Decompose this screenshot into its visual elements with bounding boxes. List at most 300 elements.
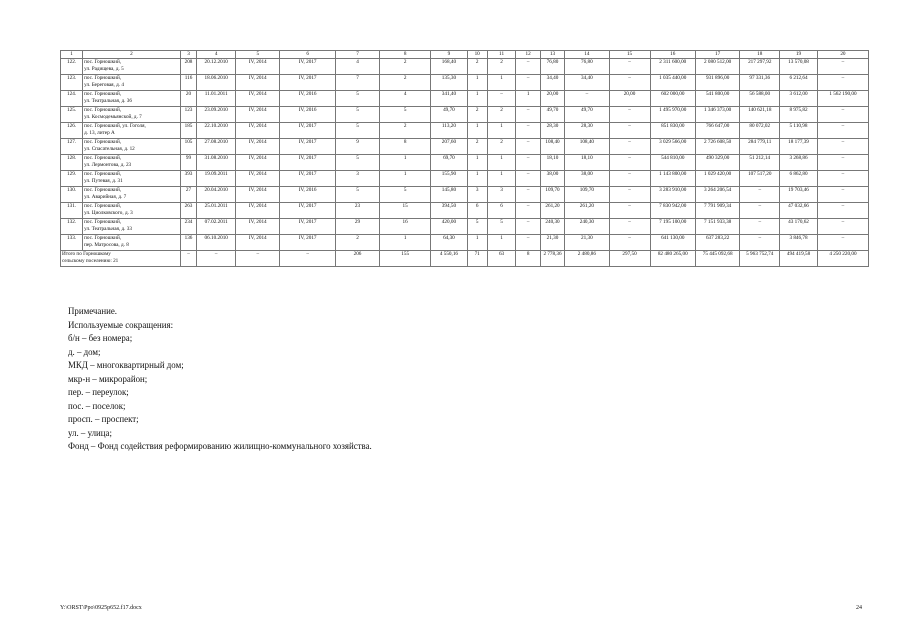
table-cell: 240,30 xyxy=(540,219,564,235)
table-cell: 1 346 373,00 xyxy=(695,107,739,123)
table-cell: 18.06.2010 xyxy=(197,75,236,91)
table-cell: 28,30 xyxy=(565,123,609,139)
table-cell: 28,30 xyxy=(540,123,564,139)
table-cell: 341,40 xyxy=(431,91,468,107)
table-cell: 1 xyxy=(467,91,487,107)
table-cell: 3 xyxy=(487,187,516,203)
table-cell: 168,40 xyxy=(431,59,468,75)
total-cell: 297,50 xyxy=(609,251,650,267)
table-cell: 2 726 608,50 xyxy=(695,139,739,155)
table-row xyxy=(61,91,869,107)
table-cell: IV, 2017 xyxy=(280,203,335,219)
total-cell: 71 xyxy=(467,251,487,267)
table-cell: 541 800,00 xyxy=(695,91,739,107)
abbreviation-line: МКД – многоквартирный дом; xyxy=(68,360,184,370)
table-cell: – xyxy=(740,203,780,219)
abbreviation-line: мкр-н – микрорайон; xyxy=(68,373,148,384)
table-cell: 5 xyxy=(335,91,379,107)
table-cell: 76,80 xyxy=(540,59,564,75)
column-number-header: 20 xyxy=(817,51,868,59)
abbreviation-line: пос. – поселок; xyxy=(68,400,126,411)
table-cell: 1 xyxy=(487,123,516,139)
table-cell: 128. xyxy=(61,155,83,171)
column-number-header: 6 xyxy=(280,51,335,59)
table-cell: IV, 2016 xyxy=(280,187,335,203)
table-row xyxy=(61,107,869,123)
table-cell: 1 xyxy=(487,171,516,187)
table-row xyxy=(61,155,869,171)
total-cell: 155 xyxy=(380,251,431,267)
table-cell: IV, 2017 xyxy=(280,171,335,187)
table-cell: 3 283 910,00 xyxy=(650,187,695,203)
table-cell: 18,10 xyxy=(540,155,564,171)
column-number-header: 15 xyxy=(609,51,650,59)
total-cell: – xyxy=(236,251,280,267)
table-cell: 2 311 600,00 xyxy=(650,59,695,75)
table-cell: 7 151 933,38 xyxy=(695,219,739,235)
table-row xyxy=(61,171,869,187)
table-cell: 19.09.2011 xyxy=(197,171,236,187)
column-number-header: 10 xyxy=(467,51,487,59)
table-cell: 5 xyxy=(380,107,431,123)
table-cell: 145,80 xyxy=(431,187,468,203)
table-cell: IV, 2014 xyxy=(236,139,280,155)
table-cell: 2 xyxy=(380,123,431,139)
table-cell: 155,90 xyxy=(431,171,468,187)
table-cell: – xyxy=(609,107,650,123)
table-cell: 129. xyxy=(61,171,83,187)
table-cell: – xyxy=(516,139,540,155)
table-cell: 2 xyxy=(467,107,487,123)
table-cell: 637 283,22 xyxy=(695,235,739,251)
total-cell: – xyxy=(180,251,197,267)
column-number-header: 1 xyxy=(61,51,83,59)
table-row xyxy=(61,235,869,251)
table-cell: 284 779,11 xyxy=(740,139,780,155)
table-cell: 11.01.2011 xyxy=(197,91,236,107)
table-cell: 1 143 800,00 xyxy=(650,171,695,187)
total-cell: – xyxy=(280,251,335,267)
table-cell: 1 035 440,00 xyxy=(650,75,695,91)
table-cell: 2 xyxy=(380,59,431,75)
table-cell: 208 xyxy=(180,59,197,75)
table-cell: IV, 2014 xyxy=(236,75,280,91)
table-cell: IV, 2017 xyxy=(280,235,335,251)
table-cell: – xyxy=(609,235,650,251)
table-cell: IV, 2014 xyxy=(236,107,280,123)
table-cell: 420,00 xyxy=(431,219,468,235)
table-cell: – xyxy=(516,235,540,251)
table-cell: – xyxy=(609,203,650,219)
table-cell: 7 830 942,00 xyxy=(650,203,695,219)
table-cell: 1 xyxy=(467,123,487,139)
table-cell: 5 xyxy=(335,107,379,123)
table-cell: – xyxy=(516,171,540,187)
table-cell: 1 xyxy=(487,75,516,91)
table-cell: 20 xyxy=(180,91,197,107)
table-cell: 97 331,36 xyxy=(740,75,780,91)
table-row xyxy=(61,123,869,139)
table-cell: – xyxy=(817,203,868,219)
table-cell: 109,70 xyxy=(565,187,609,203)
table-cell: – xyxy=(516,219,540,235)
table-cell: 3 xyxy=(335,171,379,187)
table-cell: 3 268,86 xyxy=(780,155,818,171)
table-cell: 5 xyxy=(335,123,379,139)
table-row xyxy=(61,187,869,203)
table-cell: 99 xyxy=(180,155,197,171)
table-cell: 490 329,00 xyxy=(695,155,739,171)
address-cell: пос. Горношкий, ул. Гоголя, д. 13, литер А xyxy=(83,123,181,139)
table-cell: 2 xyxy=(335,235,379,251)
resettlement-table xyxy=(60,50,869,267)
table-cell: IV, 2014 xyxy=(236,219,280,235)
table-cell: 131. xyxy=(61,203,83,219)
table-cell: – xyxy=(817,187,868,203)
table-cell: IV, 2017 xyxy=(280,123,335,139)
table-row xyxy=(61,219,869,235)
table-cell: 766 647,00 xyxy=(695,123,739,139)
total-cell: 4 250 220,00 xyxy=(817,251,868,267)
table-cell: IV, 2017 xyxy=(280,155,335,171)
address-cell: пос. Горношкий, ул. Театральная, д. 36 xyxy=(83,91,181,107)
table-row xyxy=(61,75,869,91)
table-cell: 185 xyxy=(180,123,197,139)
column-number-header: 8 xyxy=(380,51,431,59)
total-cell: 206 xyxy=(335,251,379,267)
table-cell: 641 130,00 xyxy=(650,235,695,251)
table-cell: – xyxy=(516,107,540,123)
table-cell: 4 xyxy=(335,59,379,75)
table-cell: 851 830,00 xyxy=(650,123,695,139)
table-cell: 393 xyxy=(180,171,197,187)
table-row xyxy=(61,139,869,155)
table-cell: – xyxy=(516,59,540,75)
table-cell: 2 080 512,00 xyxy=(695,59,739,75)
table-cell: 122. xyxy=(61,59,83,75)
address-cell: пос. Горношкий, ул. Радищева, д. 5 xyxy=(83,59,181,75)
total-cell: 5 963 752,74 xyxy=(740,251,780,267)
table-cell: 217 297,92 xyxy=(740,59,780,75)
table-cell: 20,00 xyxy=(609,91,650,107)
column-number-header: 2 xyxy=(83,51,181,59)
table-cell: 38,00 xyxy=(540,171,564,187)
table-cell: – xyxy=(609,155,650,171)
table-cell: 34,40 xyxy=(565,75,609,91)
table-cell: 6 212,64 xyxy=(780,75,818,91)
table-cell: 130. xyxy=(61,187,83,203)
table-cell: 2 xyxy=(487,59,516,75)
table-cell: 125. xyxy=(61,107,83,123)
table-cell: IV, 2014 xyxy=(236,91,280,107)
table-cell: 931 896,00 xyxy=(695,75,739,91)
table-cell: 136 xyxy=(180,235,197,251)
total-cell: 2 480,86 xyxy=(565,251,609,267)
table-cell: 21,30 xyxy=(540,235,564,251)
table-cell: 602 000,00 xyxy=(650,91,695,107)
total-cell: 2 778,36 xyxy=(540,251,564,267)
total-cell: 82 480 265,00 xyxy=(650,251,695,267)
table-row xyxy=(61,203,869,219)
table-cell: 5 xyxy=(487,219,516,235)
table-cell: 8 975,82 xyxy=(780,107,818,123)
table-cell: – xyxy=(609,59,650,75)
table-cell: 49,70 xyxy=(540,107,564,123)
address-cell: пос. Горношкий, ул. Спасательная, д. 12 xyxy=(83,139,181,155)
table-cell: – xyxy=(609,123,650,139)
table-cell: 261,20 xyxy=(565,203,609,219)
table-cell: – xyxy=(516,75,540,91)
table-cell: 1 xyxy=(467,155,487,171)
abbreviation-line: Фонд – Фонд содействия реформированию жилищно-коммунального хозяйства. xyxy=(68,441,372,451)
table-cell: – xyxy=(516,187,540,203)
abbreviation-line: д. – дом; xyxy=(68,346,101,357)
table-cell: 7 xyxy=(335,75,379,91)
table-cell: – xyxy=(817,219,868,235)
column-number-header: 3 xyxy=(180,51,197,59)
table-cell: – xyxy=(487,91,516,107)
abbreviation-line: б/н – без номера; xyxy=(68,333,133,343)
address-cell: пос. Горношкий, ул. Путевая, д. 31 xyxy=(83,171,181,187)
table-cell: 34,40 xyxy=(540,75,564,91)
table-cell: – xyxy=(609,219,650,235)
table-cell: 1 xyxy=(380,155,431,171)
table-cell: 69,70 xyxy=(431,155,468,171)
table-cell: 263 xyxy=(180,203,197,219)
column-number-header: 12 xyxy=(516,51,540,59)
column-number-header: 13 xyxy=(540,51,564,59)
table-cell: IV, 2014 xyxy=(236,235,280,251)
table-cell: 207,60 xyxy=(431,139,468,155)
table-cell: 43 170,62 xyxy=(780,219,818,235)
table-cell: – xyxy=(817,235,868,251)
table-cell: 394,50 xyxy=(431,203,468,219)
table-cell: 31.08.2010 xyxy=(197,155,236,171)
table-cell: 38,00 xyxy=(565,171,609,187)
table-cell: – xyxy=(817,123,868,139)
total-row xyxy=(61,251,869,267)
table-cell: 116 xyxy=(180,75,197,91)
table-cell: 1 xyxy=(516,91,540,107)
table-cell: 1 xyxy=(467,235,487,251)
table-cell: – xyxy=(740,235,780,251)
table-cell: 2 xyxy=(487,107,516,123)
table-cell: 2 xyxy=(487,139,516,155)
table-cell: – xyxy=(740,219,780,235)
table-cell: 123 xyxy=(180,107,197,123)
table-cell: 27.08.2010 xyxy=(197,139,236,155)
column-number-header: 4 xyxy=(197,51,236,59)
abbreviation-line: просп. – проспект; xyxy=(68,414,139,424)
table-cell: 16 xyxy=(380,219,431,235)
table-cell: IV, 2014 xyxy=(236,155,280,171)
table-cell: 15 xyxy=(380,203,431,219)
table-cell: 140 621,18 xyxy=(740,107,780,123)
table-cell: – xyxy=(516,203,540,219)
table-cell: IV, 2014 xyxy=(236,123,280,139)
total-cell: 4 550,16 xyxy=(431,251,468,267)
table-cell: 2 xyxy=(467,139,487,155)
column-number-header: 7 xyxy=(335,51,379,59)
column-number-header: 11 xyxy=(487,51,516,59)
table-cell: 1 xyxy=(380,171,431,187)
table-cell: IV, 2017 xyxy=(280,219,335,235)
table-cell: 29 xyxy=(335,219,379,235)
table-cell: 20.04.2010 xyxy=(197,187,236,203)
abbreviation-line: ул. – улица; xyxy=(68,427,112,438)
table-cell: 5 110,98 xyxy=(780,123,818,139)
table-cell: 2 xyxy=(380,75,431,91)
table-cell: – xyxy=(565,91,609,107)
table-cell: 20.12.2010 xyxy=(197,59,236,75)
table-cell: 1 xyxy=(487,235,516,251)
table-cell: 6 xyxy=(487,203,516,219)
table-cell: – xyxy=(740,187,780,203)
table-cell: 18 177,39 xyxy=(780,139,818,155)
table-cell: 5 xyxy=(335,155,379,171)
table-cell: IV, 2014 xyxy=(236,187,280,203)
table-cell: IV, 2017 xyxy=(280,139,335,155)
table-cell: – xyxy=(817,59,868,75)
address-cell: пос. Горношкий, ул. Космодемьянской, д. 7 xyxy=(83,107,181,123)
table-cell: 23 xyxy=(335,203,379,219)
table-cell: 13 570,08 xyxy=(780,59,818,75)
column-number-header: 17 xyxy=(695,51,739,59)
table-cell: – xyxy=(609,171,650,187)
table-cell: 8 xyxy=(380,139,431,155)
table-cell: 1 029 420,00 xyxy=(695,171,739,187)
abbreviation-line: Используемые сокращения: xyxy=(68,319,174,330)
notes-heading: Примечание. xyxy=(68,306,117,316)
table-cell: 133. xyxy=(61,235,83,251)
table-cell: 20,00 xyxy=(540,91,564,107)
table-cell: – xyxy=(817,75,868,91)
table-cell: 107 517,20 xyxy=(740,171,780,187)
table-cell: 240,30 xyxy=(565,219,609,235)
table-header-row xyxy=(61,51,869,59)
table-cell: 5 xyxy=(380,187,431,203)
table-cell: 3 846,78 xyxy=(780,235,818,251)
footer-file-path: Y:\ORST\Ppo\0925p652.f17.docx xyxy=(60,605,142,611)
table-cell: 80 072,02 xyxy=(740,123,780,139)
column-number-header: 9 xyxy=(431,51,468,59)
total-cell: 8 xyxy=(516,251,540,267)
table-cell: 07.02.2011 xyxy=(197,219,236,235)
table-cell: 108,40 xyxy=(540,139,564,155)
table-cell: 51 212,14 xyxy=(740,155,780,171)
table-cell: 47 032,66 xyxy=(780,203,818,219)
table-cell: IV, 2016 xyxy=(280,107,335,123)
table-cell: – xyxy=(817,139,868,155)
table-cell: 132. xyxy=(61,219,83,235)
table-cell: IV, 2014 xyxy=(236,203,280,219)
table-cell: 21,30 xyxy=(565,235,609,251)
table-cell: 6 xyxy=(467,203,487,219)
table-cell: 1 xyxy=(380,235,431,251)
notes-block xyxy=(68,305,372,454)
table-cell: 105 xyxy=(180,139,197,155)
table-cell: 5 xyxy=(335,187,379,203)
table-cell: 19 703,46 xyxy=(780,187,818,203)
table-cell: – xyxy=(817,107,868,123)
table-cell: 23.09.2010 xyxy=(197,107,236,123)
table-cell: 5 xyxy=(467,219,487,235)
address-cell: пос. Горношкий, ул. Театральная, д. 33 xyxy=(83,219,181,235)
table-cell: 49,70 xyxy=(565,107,609,123)
table-cell: 7 791 909,34 xyxy=(695,203,739,219)
table-cell: 124. xyxy=(61,91,83,107)
table-cell: 1 562 190,00 xyxy=(817,91,868,107)
table-cell: 109,70 xyxy=(540,187,564,203)
table-cell: 49,70 xyxy=(431,107,468,123)
table-cell: 123. xyxy=(61,75,83,91)
table-cell: 76,80 xyxy=(565,59,609,75)
table-cell: 126. xyxy=(61,123,83,139)
table-cell: 544 810,00 xyxy=(650,155,695,171)
table-cell: 6 862,80 xyxy=(780,171,818,187)
table-cell: 1 xyxy=(467,75,487,91)
table-cell: – xyxy=(609,75,650,91)
table-cell: 22.10.2010 xyxy=(197,123,236,139)
total-cell: 494 419,58 xyxy=(780,251,818,267)
table-cell: 3 264 206,54 xyxy=(695,187,739,203)
table-cell: – xyxy=(516,123,540,139)
table-cell: 27 xyxy=(180,187,197,203)
table-cell: 9 xyxy=(335,139,379,155)
abbreviation-line: пер. – переулок; xyxy=(68,387,129,397)
table-cell: – xyxy=(609,187,650,203)
column-number-header: 5 xyxy=(236,51,280,59)
table-cell: 135,30 xyxy=(431,75,468,91)
table-cell: 2 xyxy=(467,59,487,75)
table-cell: IV, 2017 xyxy=(280,59,335,75)
address-cell: пос. Горношкий, ул. Береговая, д. 4 xyxy=(83,75,181,91)
table-row xyxy=(61,59,869,75)
table-cell: – xyxy=(817,155,868,171)
column-number-header: 16 xyxy=(650,51,695,59)
address-cell: пос. Горношкий, ул. Аварийная, д. 7 xyxy=(83,187,181,203)
table-cell: – xyxy=(516,155,540,171)
table-cell: 56 588,00 xyxy=(740,91,780,107)
table-cell: 4 xyxy=(380,91,431,107)
address-cell: пос. Горношкий, ул. Лермонтова, д. 23 xyxy=(83,155,181,171)
table-cell: 3 xyxy=(467,187,487,203)
table-cell: IV, 2016 xyxy=(280,91,335,107)
column-number-header: 14 xyxy=(565,51,609,59)
table-cell: 25.01.2011 xyxy=(197,203,236,219)
table-cell: 64,30 xyxy=(431,235,468,251)
total-cell: 75 445 092,68 xyxy=(695,251,739,267)
table-cell: 234 xyxy=(180,219,197,235)
table-cell: IV, 2017 xyxy=(280,75,335,91)
column-number-header: 19 xyxy=(780,51,818,59)
table-cell: IV, 2014 xyxy=(236,59,280,75)
table-cell: 18,10 xyxy=(565,155,609,171)
address-cell: пос. Горношкий, ул. Циолковского, д. 3 xyxy=(83,203,181,219)
table-cell: 1 xyxy=(467,171,487,187)
table-cell: 1 495 970,00 xyxy=(650,107,695,123)
table-cell: 1 xyxy=(487,155,516,171)
page-number: 24 xyxy=(856,605,862,611)
table-cell: 127. xyxy=(61,139,83,155)
column-number-header: 18 xyxy=(740,51,780,59)
table-cell: – xyxy=(609,139,650,155)
table-cell: 06.10.2010 xyxy=(197,235,236,251)
table-cell: 3 612,00 xyxy=(780,91,818,107)
table-cell: 113,20 xyxy=(431,123,468,139)
table-cell: 7 195 100,00 xyxy=(650,219,695,235)
table-cell: 108,40 xyxy=(565,139,609,155)
